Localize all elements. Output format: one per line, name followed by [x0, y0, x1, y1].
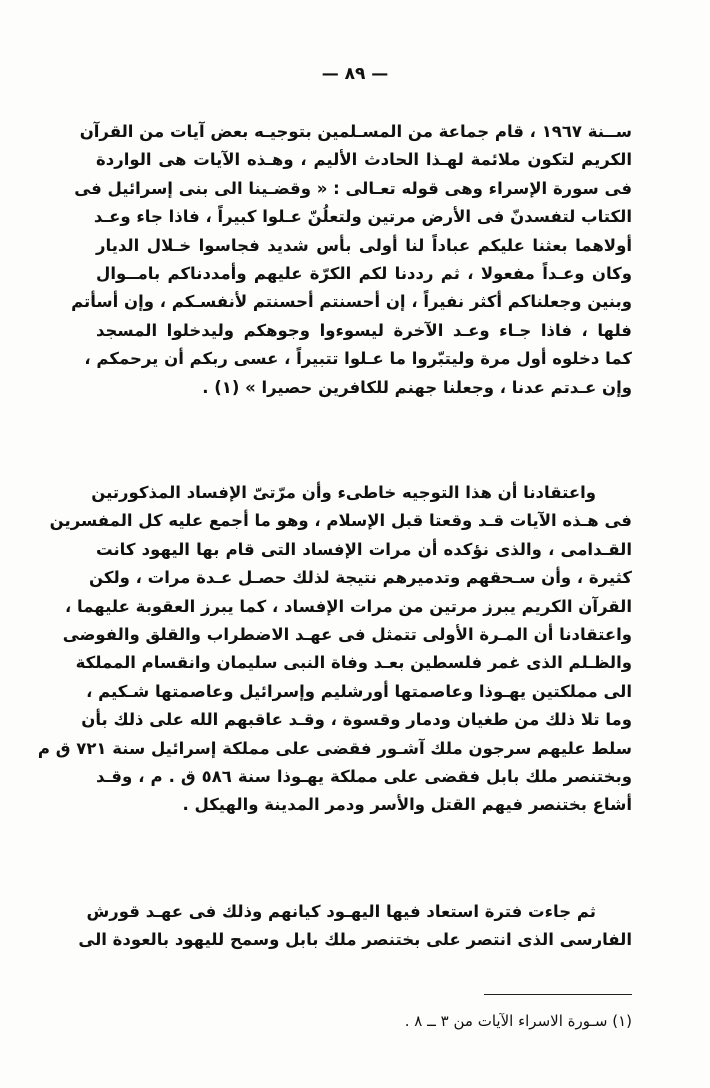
- text-line: فلها ، فاذا جـاء وعـد الآخرة ليسوءوا وجوهكم وليدخلوا المسجد: [96, 320, 632, 340]
- text-line: واعتقادنا أن هذا التوجيه خاطىء وأن مرّتىّ الإفساد المذكورتين: [91, 483, 596, 502]
- text-line: أولاهما بعثنا عليكم عباداً لنا أولى بأس شديد فجاسوا خـلال الديار: [96, 235, 632, 255]
- text-line: الفارسى الذى انتصر على بختنصر ملك بابل وسمح لليهود بالعودة الى: [78, 930, 632, 950]
- text-line: كما دخلوه أول مرة وليتبّروا ما عـلوا تتبيراً ، عسى ربكم أن يرحمكم ،: [84, 349, 632, 369]
- paragraph-3: [78, 898, 632, 955]
- text-line: الى مملكتين يهـوذا وعاصمتها أورشليم وإسرائيل وعاصمتها شـكيم ،: [86, 681, 632, 701]
- text-line: سلط عليهم سرجون ملك آشـور فقضى على مملكة إسرائيل سنة ٧٢١ ق م: [37, 738, 632, 758]
- page-number: — ٨٩ —: [321, 64, 389, 84]
- paragraph-1: [71, 118, 632, 402]
- text-line: فى سورة الإسراء وهى قوله تعـالى : « وقضـينا الى بنى إسرائيل فى: [74, 178, 632, 198]
- text-line: ســنة ١٩٦٧ ، قام جماعة من المسـلمين بتوجيـه بعض آيات من القرآن: [79, 122, 632, 141]
- text-line: والظـلم الذى غمر فلسطين بعـد وفاة النبى سليمان وانقسام المملكة: [75, 653, 632, 673]
- text-line: وما تلا ذلك من طغيان ودمار وقسوة ، وقـد عاقبهم الله على ذلك بأن: [81, 710, 632, 730]
- text-line: الكريم لتكون ملائمة لهـذا الحادث الأليم ، وهـذه الآيات هى الواردة: [96, 150, 632, 170]
- text-line: كثيرة ، وأن سـحقهم وتدميرهم نتيجة لذلك حصـل عـدة مرات ، ولكن: [89, 568, 632, 588]
- footnote-divider: [484, 994, 632, 995]
- text-line: وبختنصر ملك بابل فقضى على مملكة يهـوذا سنة ٥٨٦ ق . م ، وقـد: [96, 766, 633, 786]
- text-line: وبنين وجعلناكم أكثر نفيراً ، إن أحسنتم أحسنتم لأنفسـكم ، وإن أسأتم: [71, 292, 632, 312]
- text-line: القرآن الكريم يبرز مرتين من مرات الإفساد ، كما يبرز العقوبة عليهما ،: [64, 596, 632, 616]
- paragraph-2: [37, 479, 633, 820]
- text-line: ثم جاءت فترة استعاد فيها اليهـود كيانهم وذلك فى عهـد قورش: [86, 902, 596, 921]
- text-line: القـدامى ، والذى نؤكده أن مرات الإفساد التى قام بها اليهود كانت: [96, 539, 632, 559]
- text-line: فى هـذه الآيات قـد وقعتا قبل الإسلام ، وهو ما أجمع عليه كل المفسرين: [49, 511, 632, 531]
- text-line: وكان وعـداً مفعولا ، ثم رددنا لكم الكرّة عليهم وأمددناكم بامــوال: [96, 263, 632, 283]
- text-line: وإن عـدتم عدنا ، وجعلنا جهنم للكافرين حصيرا » (١) .: [202, 377, 632, 397]
- text-line: أشاع بختنصر فيهم القتل والأسر ودمر المدينة والهيكل .: [182, 795, 632, 815]
- text-line: الكتاب لتفسدنّ فى الأرض مرتين ولتعلُنّ عـلوا كبيراً ، فاذا جاء وعـد: [93, 207, 632, 227]
- footnote: (١) سـورة الاسراء الآيات من ٣ ــ ٨ .: [404, 1012, 632, 1030]
- text-line: واعتقادنا أن المـرة الأولى تتمثل فى عهـد الاضطراب والقلق والفوضى: [62, 624, 632, 644]
